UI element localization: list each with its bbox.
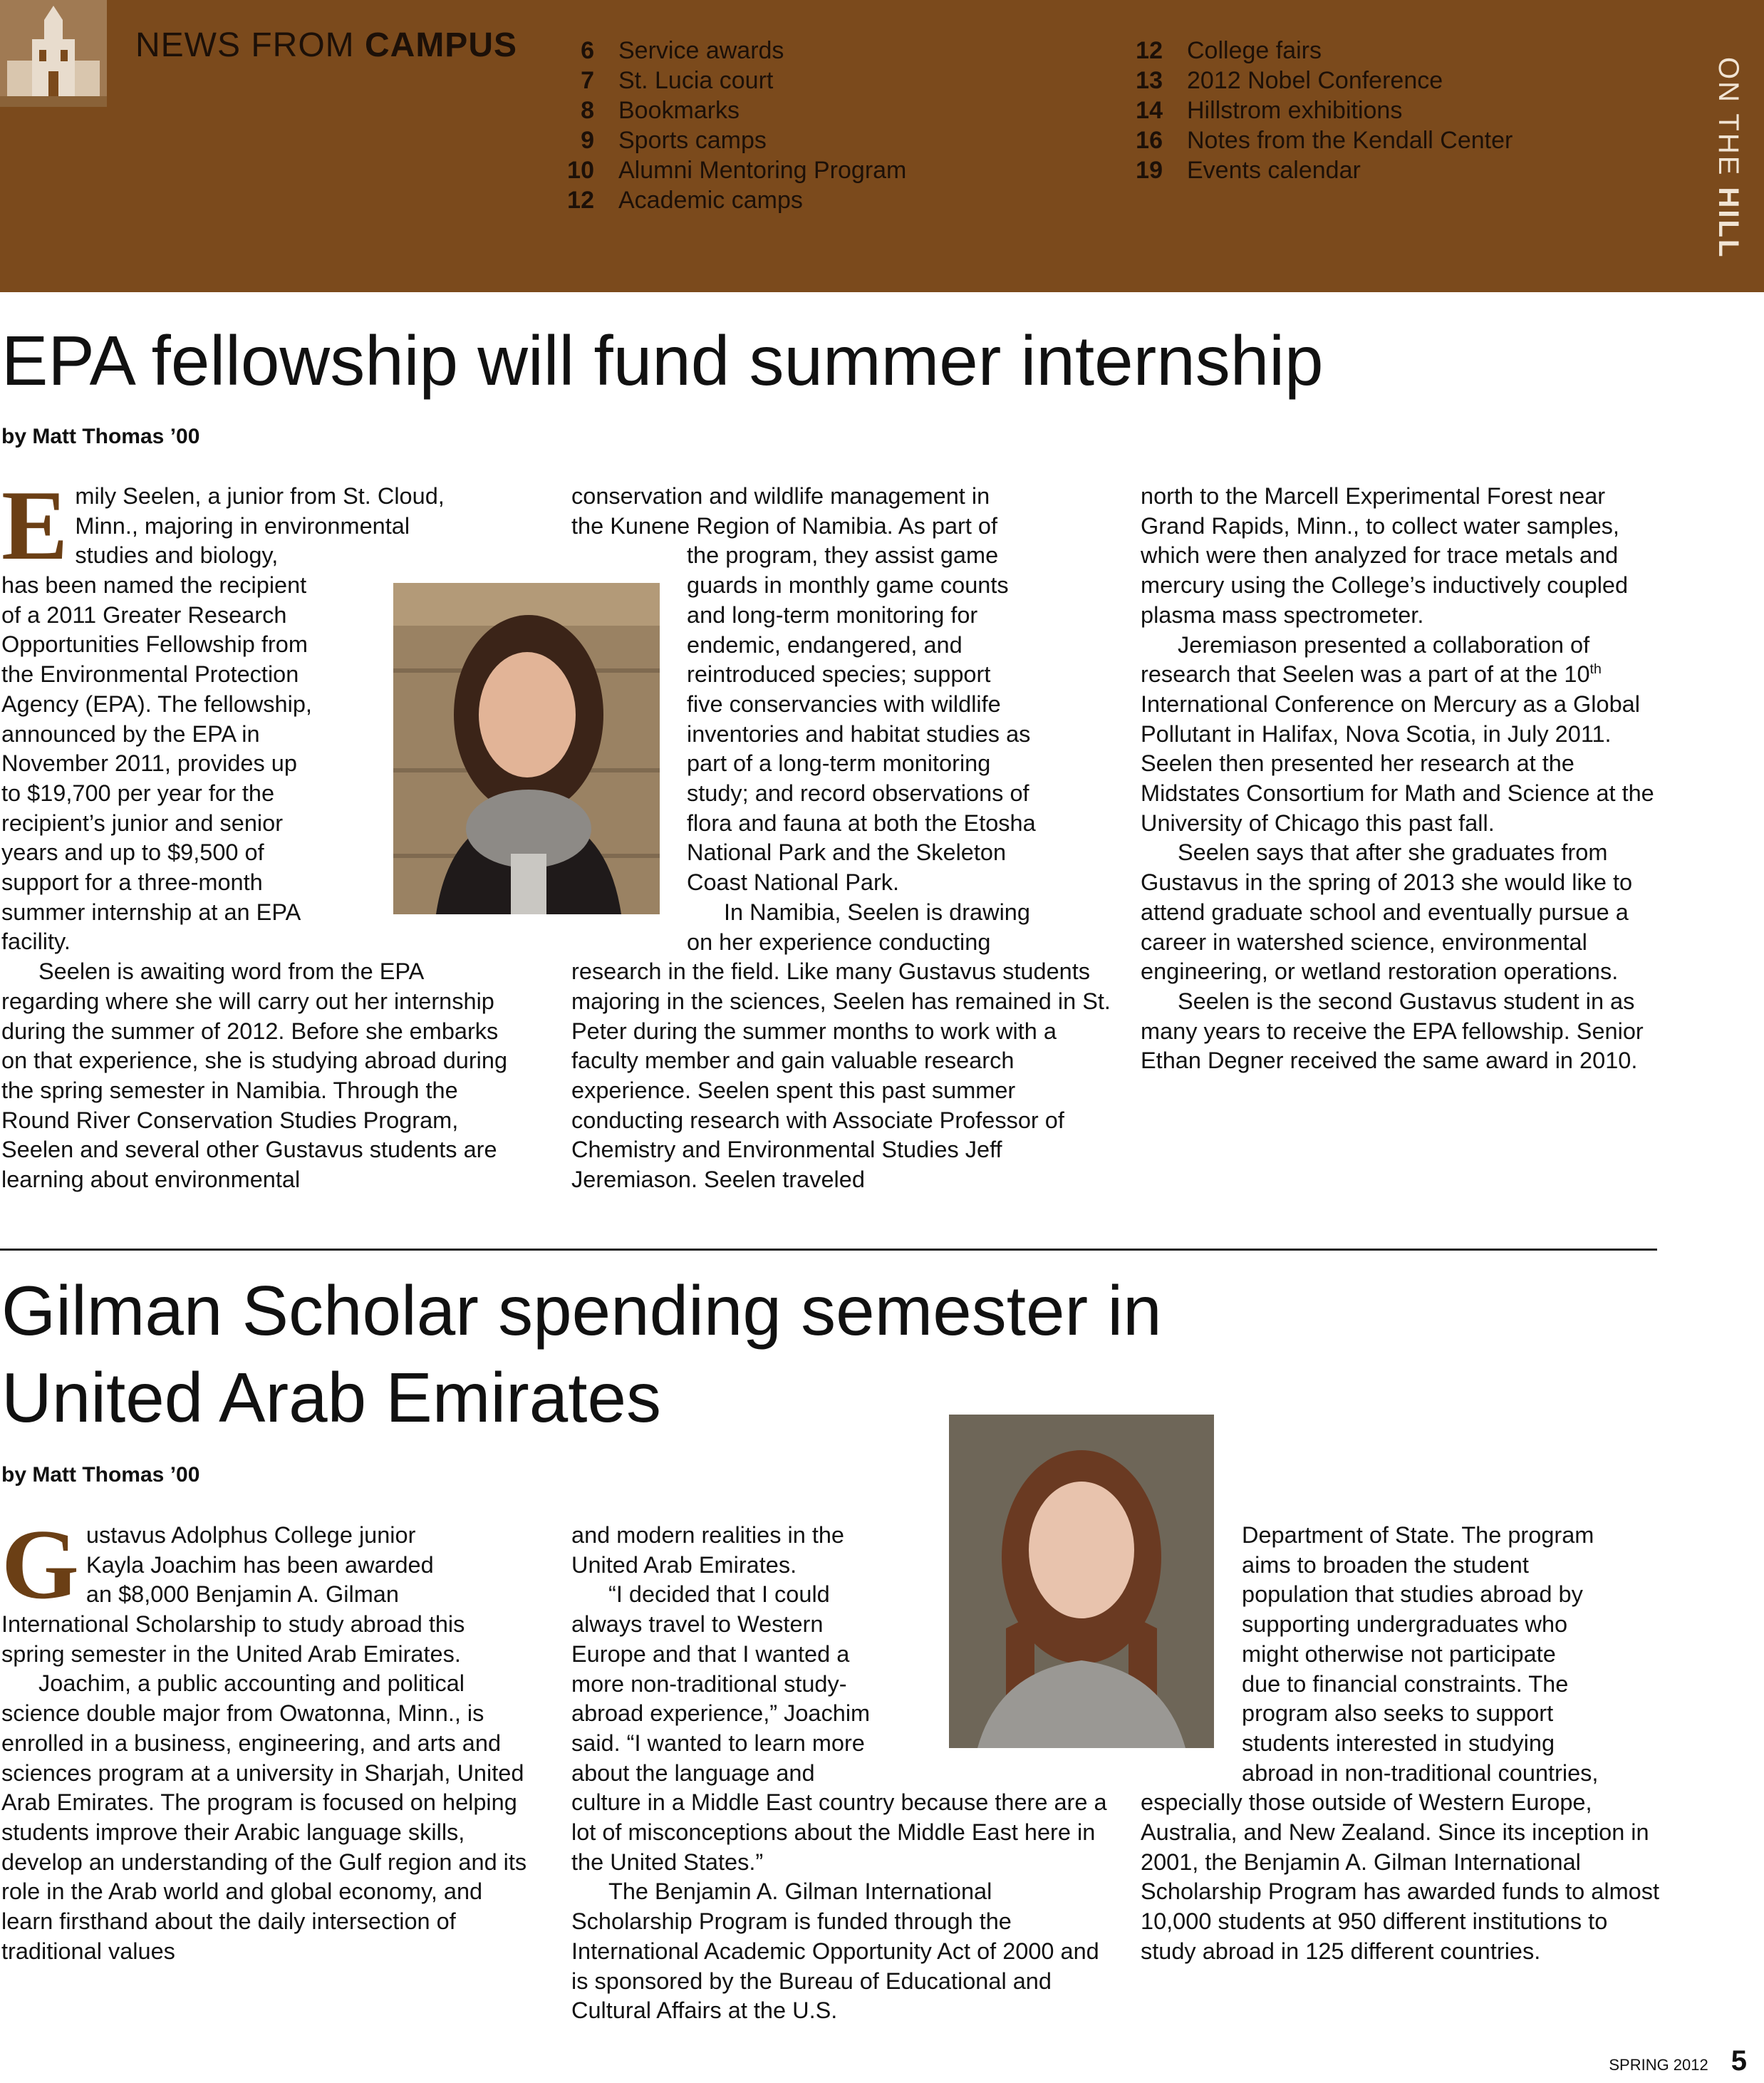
text-line: population that studies abroad by: [1242, 1581, 1583, 1608]
text-line: inventories and habitat studies as: [687, 720, 1031, 747]
text-line: part of a long-term monitoring: [687, 750, 991, 777]
article-headline: Gilman Scholar spending semester in United Arab Emirates: [1, 1271, 1162, 1437]
text-line: conservation and wildlife management in: [571, 483, 990, 509]
drop-cap: E: [1, 470, 68, 581]
toc-entry[interactable]: 6 Service awards: [581, 37, 784, 64]
toc-entry[interactable]: 7 St. Lucia court: [581, 67, 774, 94]
article-column: [1141, 1521, 1661, 1967]
paragraph: culture in a Middle East country because there are a lot of misconceptions about the Middle East here in the United States.”: [571, 1789, 1107, 1875]
text-line: the program, they assist game: [687, 542, 999, 569]
paragraph: research in the field. Like many Gustavus students majoring in the sciences, Seelen has remained in St. Peter during the summer months to work with a faculty member and gain valuable research experience. Seelen spent this past summer conducting research with Associate Professor of Chemistry and Environmental Studies Jeff Jeremiason. Seelen traveled: [571, 958, 1111, 1193]
toc-column-right: [1117, 36, 1513, 185]
page-folio: [1609, 2045, 1747, 2077]
text-line: Opportunities Fellowship from: [1, 631, 308, 658]
text-line: an $8,000 Benjamin A. Gilman: [85, 1581, 399, 1608]
toc-entry[interactable]: 12 Academic camps: [567, 187, 803, 214]
text-line: program also seeks to support: [1242, 1700, 1554, 1727]
paragraph: Seelen is the second Gustavus student in as many years to receive the EPA fellowship. Senior Ethan Degner received the same award in 2010.: [1141, 988, 1644, 1074]
text-line: students interested in studying: [1242, 1730, 1555, 1756]
section-title: NEWS FROM CAMPUS: [135, 26, 517, 64]
text-line: more non-traditional study-: [571, 1670, 847, 1697]
text-line: summer internship at an EPA: [1, 899, 301, 925]
text-line: of a 2011 Greater Research: [1, 601, 287, 628]
drop-cap: G: [1, 1509, 79, 1620]
text-line: In Namibia, Seelen is drawing: [724, 899, 1030, 925]
text-line: about the language and: [571, 1759, 815, 1786]
text-line: said. “I wanted to learn more: [571, 1730, 865, 1756]
text-line: facility.: [1, 929, 71, 955]
toc-entry[interactable]: 10 Alumni Mentoring Program: [567, 157, 907, 184]
text-line: recipient’s junior and senior: [1, 810, 284, 836]
paragraph: north to the Marcell Experimental Forest near Grand Rapids, Minn., to collect water samples, which were then analyzed for trace metals and mercury using the College’s inductively coupled plasma mass spectrometer.: [1141, 483, 1629, 628]
text-line: endemic, endangered, and: [687, 631, 963, 658]
text-line: guards in monthly game counts: [687, 572, 1009, 599]
text-line: the Kunene Region of Namibia. As part of: [571, 512, 998, 539]
toc-column-left: [549, 36, 906, 215]
article-column: [1141, 482, 1661, 1076]
article-byline: by Matt Thomas ’00: [1, 1463, 200, 1487]
page-number: 5: [1731, 2045, 1747, 2077]
text-line: abroad experience,” Joachim: [571, 1700, 871, 1727]
on-the-hill-label: ON THE HILL: [1713, 57, 1744, 259]
article-divider: [0, 1249, 1657, 1251]
text-line: and modern realities in the: [571, 1522, 845, 1548]
text-line: mily Seelen, a junior from St. Cloud,: [75, 483, 445, 509]
text-line: always travel to Western: [571, 1611, 824, 1638]
text-line: Coast National Park.: [687, 869, 900, 896]
text-line: flora and fauna at both the Etosha: [687, 810, 1036, 836]
section-header-band: [0, 0, 1764, 292]
text-line: ustavus Adolphus College junior: [85, 1522, 416, 1548]
text-line: Kayla Joachim has been awarded: [85, 1551, 434, 1578]
paragraph: The Benjamin A. Gilman International Scholarship Program is funded through the International Academic Opportunity Act of 2000 and is sponsored by the Bureau of Educational and Cultural Affairs at the U.S.: [571, 1878, 1099, 2024]
paragraph: Seelen says that after she graduates from Gustavus in the spring of 2013 she would like to attend graduate school and eventually pursue a career in watershed science, environmental engineering, or wetland restoration operations.: [1141, 839, 1633, 985]
article-column: [571, 482, 1113, 1195]
text-line: November 2011, provides up: [1, 750, 297, 777]
text-line: supporting undergraduates who: [1242, 1611, 1568, 1638]
text-line: “I decided that I could: [608, 1581, 830, 1608]
text-line: reintroduced species; support: [687, 661, 991, 688]
text-line: Minn., majoring in environmental: [75, 512, 410, 539]
text-line: abroad in non-traditional countries,: [1242, 1759, 1599, 1786]
text-line: National Park and the Skeleton: [687, 839, 1007, 866]
paragraph: International Scholarship to study abroad this spring semester in the United Arab Emirates.: [1, 1611, 465, 1667]
text-line: the Environmental Protection: [1, 661, 299, 688]
text-line: has been named the recipient: [1, 572, 307, 598]
text-line: to $19,700 per year for the: [1, 780, 275, 806]
toc-entry[interactable]: 8 Bookmarks: [581, 97, 740, 124]
article-headline: EPA fellowship will fund summer internship: [1, 321, 1324, 400]
article-byline: by Matt Thomas ’00: [1, 425, 200, 448]
text-line: support for a three-month: [1, 869, 263, 896]
text-line: studies and biology,: [75, 542, 279, 569]
paragraph: Seelen is awaiting word from the EPA regarding where she will carry out her internship during the summer of 2012. Before she embarks on that experience, she is studying abroad during the spring semester in Namibia. Through the Round River Conservation Studies Program, Seelen and several other Gustavus students are learning about environmental: [1, 958, 508, 1193]
paragraph: Joachim, a public accounting and political science double major from Owatonna, Minn., is enrolled in a business, engineering, and arts and sciences program at a university in Sharjah, United Arab Emirates. The program is focused on helping students improve their Arabic language skills, develop an understanding of the Gulf region and its role in the Arab world and global economy, and learn firsthand about the daily intersection of traditional values: [1, 1670, 527, 1964]
issue-label: SPRING 2012: [1609, 2056, 1708, 2074]
paragraph: Jeremiason presented a collaboration of research that Seelen was a part of at the 10th International Conference on Mercury as a Global Pollutant in Halifax, Nova Scotia, in July 2011. Seelen then presented her research at the Midstates Consortium for Math and Science at the University of Chicago this past fall.: [1141, 631, 1654, 836]
text-line: might otherwise not participate: [1242, 1640, 1556, 1667]
toc-entry[interactable]: 9 Sports camps: [581, 127, 767, 154]
text-line: five conservancies with wildlife: [687, 691, 1001, 717]
text-line: announced by the EPA in: [1, 720, 260, 747]
text-line: study; and record observations of: [687, 780, 1029, 807]
campus-building-logo: [0, 0, 107, 107]
toc-entry[interactable]: 16 Notes from the Kendall Center: [1136, 127, 1513, 154]
article-column: [1, 1509, 529, 1966]
text-line: Agency (EPA). The fellowship,: [1, 691, 312, 717]
text-line: and long-term monitoring for: [687, 601, 978, 628]
text-line: United Arab Emirates.: [571, 1551, 797, 1578]
paragraph: especially those outside of Western Europe, Australia, and New Zealand. Since its inception in 2001, the Benjamin A. Gilman International Scholarship Program has awarded funds to almost 10,000 students at 950 different institutions to study abroad in 125 different countries.: [1141, 1789, 1660, 1964]
toc-entry[interactable]: 12 College fairs: [1136, 37, 1322, 64]
text-line: aims to broaden the student: [1242, 1551, 1529, 1578]
toc-entry[interactable]: 19 Events calendar: [1136, 157, 1361, 184]
text-line: Department of State. The program: [1242, 1522, 1594, 1548]
text-line: on her experience conducting: [687, 929, 991, 955]
toc-entry[interactable]: 14 Hillstrom exhibitions: [1136, 97, 1403, 124]
text-line: years and up to $9,500 of: [1, 839, 264, 866]
text-line: due to financial constraints. The: [1242, 1670, 1569, 1697]
toc-entry[interactable]: 13 2012 Nobel Conference: [1136, 67, 1443, 94]
text-line: Europe and that I wanted a: [571, 1640, 850, 1667]
